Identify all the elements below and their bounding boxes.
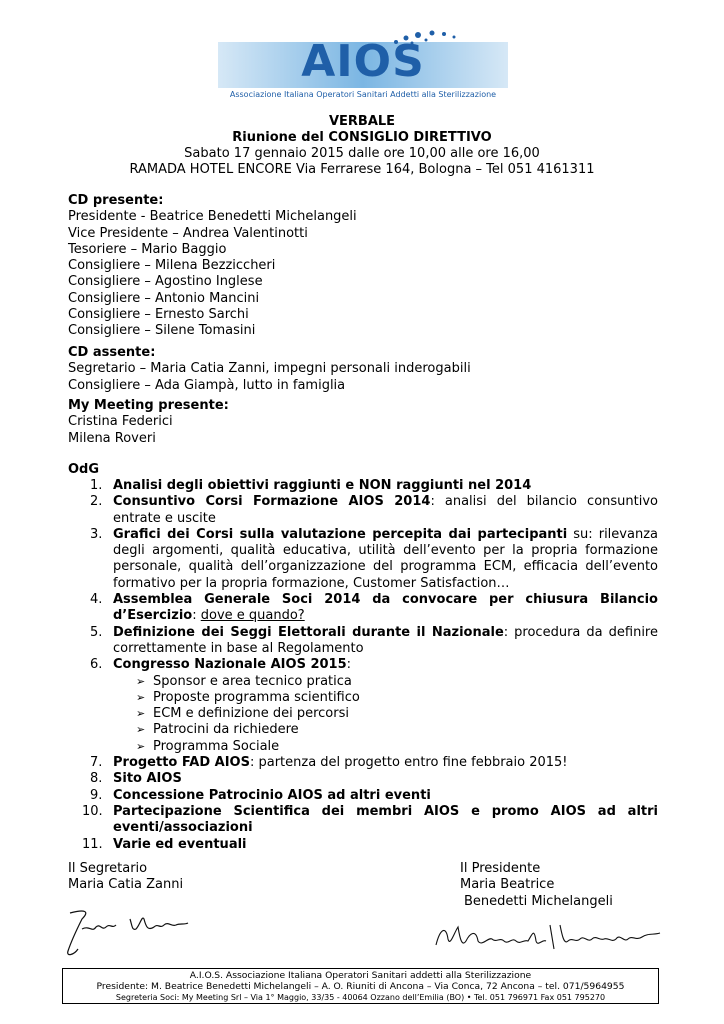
odg-item-text: : partenza del progetto entro fine febbraio 2015! bbox=[249, 755, 568, 771]
odg-item-number: 11. bbox=[82, 836, 103, 852]
odg-item bbox=[68, 788, 658, 804]
odg-list-continued bbox=[68, 755, 658, 853]
odg-item-title: Consuntivo Corsi Formazione AIOS 2014 bbox=[113, 494, 431, 510]
sublist-item-label: ECM e definizione dei percorsi bbox=[153, 706, 349, 722]
sublist-item-label: Programma Sociale bbox=[153, 738, 280, 754]
member-line: Consigliere – Antonio Mancini bbox=[68, 290, 260, 306]
president-role: Il Presidente bbox=[460, 861, 541, 876]
sublist-item bbox=[68, 706, 658, 722]
arrow-bullet-icon: ➢ bbox=[136, 707, 146, 721]
sublist-item-label: Patrocini da richiedere bbox=[153, 722, 299, 738]
meeting-date: Sabato 17 gennaio 2015 dalle ore 10,00 alle ore 16,00 bbox=[184, 146, 540, 161]
arrow-bullet-icon: ➢ bbox=[136, 723, 146, 737]
president-signature-block bbox=[460, 861, 613, 910]
sublist-item bbox=[68, 722, 658, 738]
odg-item-text: : procedura da definire correttamente in base al Regolamento bbox=[113, 624, 658, 656]
document-title: VERBALE bbox=[328, 114, 396, 129]
aios-logo bbox=[218, 28, 508, 104]
sublist-item-label: Sponsor e area tecnico pratica bbox=[153, 673, 352, 689]
odg-item-title: Partecipazione Scientifica dei membri AIOS e promo AIOS ad altri eventi/associazioni bbox=[113, 803, 658, 836]
odg-item-title: Analisi degli obiettivi raggiunti e NON raggiunti nel 2014 bbox=[113, 478, 532, 493]
odg-item-number: 2. bbox=[90, 494, 103, 510]
footer-line-association: A.I.O.S. Associazione Italiana Operatori Sanitari addetti alla Sterilizzazione bbox=[189, 970, 532, 981]
odg-item-text: : bbox=[346, 657, 352, 673]
odg-item-title: Congresso Nazionale AIOS 2015 bbox=[113, 657, 347, 673]
member-line: Presidente - Beatrice Benedetti Michelangeli bbox=[68, 209, 357, 225]
member-line: Consigliere – Milena Bezziccheri bbox=[68, 258, 276, 274]
odg-item-title: Sito AIOS bbox=[113, 771, 182, 787]
president-name-line2: Benedetti Michelangeli bbox=[464, 893, 613, 909]
document-header bbox=[0, 114, 724, 178]
logo-text: AIOS bbox=[301, 36, 425, 87]
secretary-name: Maria Catia Zanni bbox=[68, 877, 184, 893]
member-line: Segretario – Maria Catia Zanni, impegni personali inderogabili bbox=[68, 361, 471, 377]
member-line: Cristina Federici bbox=[68, 414, 173, 430]
odg-item-number: 6. bbox=[90, 657, 103, 673]
meeting-location: RAMADA HOTEL ENCORE Via Ferrarese 164, Bologna – Tel 051 4161311 bbox=[129, 162, 595, 177]
odg-item bbox=[68, 527, 658, 592]
secretary-signature-block bbox=[68, 861, 183, 894]
odg-item-title: Concessione Patrocinio AIOS ad altri eventi bbox=[113, 787, 431, 803]
odg-item bbox=[68, 592, 658, 625]
odg-item-underlined: dove e quando? bbox=[200, 608, 305, 624]
arrow-bullet-icon: ➢ bbox=[136, 739, 146, 753]
odg-item bbox=[68, 478, 658, 494]
member-line: Consigliere – Ada Giampà, lutto in famiglia bbox=[68, 377, 346, 393]
odg-item-number: 7. bbox=[90, 755, 103, 771]
odg-section bbox=[68, 462, 658, 853]
sublist-item-label: Proposte programma scientifico bbox=[153, 689, 360, 705]
cd-assente-heading: CD assente: bbox=[68, 345, 156, 360]
odg-item-title: Definizione dei Seggi Elettorali durante il Nazionale bbox=[113, 624, 504, 640]
sublist-item bbox=[68, 690, 658, 706]
logo-subtitle: Associazione Italiana Operatori Sanitari Addetti alla Sterilizzazione bbox=[229, 90, 497, 99]
cd-presente-section bbox=[68, 193, 357, 340]
odg-item bbox=[68, 771, 658, 787]
page-footer bbox=[62, 968, 659, 1004]
secretary-role: Il Segretario bbox=[68, 861, 148, 876]
odg-item-text: su: rilevanza degli argomenti, qualità educativa, utilità dell’evento per la propria formazione personale, qualità dell’organizzazione del programma ECM, efficacia dell’evento formativo per la propria formazione, Customer Satisfaction… bbox=[113, 526, 658, 591]
odg-item-number: 4. bbox=[90, 592, 103, 608]
sublist-item bbox=[68, 739, 658, 755]
odg-item-title: Varie ed eventuali bbox=[113, 836, 247, 852]
odg-item-number: 10. bbox=[82, 803, 103, 819]
footer-line-president: Presidente: M. Beatrice Benedetti Michelangeli – A. O. Riuniti di Ancona – Via Conca, 72 Ancona – tel. 071/5964955 bbox=[96, 981, 625, 992]
my-meeting-heading: My Meeting presente: bbox=[68, 398, 229, 413]
odg-item-number: 9. bbox=[90, 787, 103, 803]
arrow-bullet-icon: ➢ bbox=[136, 690, 146, 704]
odg-item-number: 8. bbox=[90, 771, 103, 787]
odg-item-title: Progetto FAD AIOS bbox=[113, 755, 250, 771]
odg-list bbox=[68, 478, 658, 674]
member-line: Milena Roveri bbox=[68, 430, 156, 446]
document-subtitle: Riunione del CONSIGLIO DIRETTIVO bbox=[232, 130, 492, 145]
member-line: Consigliere – Ernesto Sarchi bbox=[68, 307, 249, 323]
member-line: Tesoriere – Mario Baggio bbox=[68, 241, 227, 257]
odg-item-title: Grafici dei Corsi sulla valutazione percepita dai partecipanti bbox=[113, 526, 568, 542]
odg-item-number: 3. bbox=[90, 526, 103, 542]
president-name-line1: Maria Beatrice bbox=[460, 877, 555, 893]
odg-item bbox=[68, 625, 658, 658]
odg-item-text: : analisi del bilancio consuntivo entrate e uscite bbox=[113, 494, 658, 526]
arrow-bullet-icon: ➢ bbox=[136, 674, 146, 688]
odg-item bbox=[68, 494, 658, 527]
sublist-item bbox=[68, 674, 658, 690]
my-meeting-section bbox=[68, 398, 229, 447]
odg-item bbox=[68, 804, 658, 837]
odg-item-number: 1. bbox=[90, 478, 103, 493]
cd-presente-heading: CD presente: bbox=[68, 193, 164, 208]
footer-line-secretariat: Segreteria Soci: My Meeting Srl – Via 1° Maggio, 33/35 - 40064 Ozzano dell’Emilia (BO) • Tel. 051 796971 Fax 051 795270 bbox=[115, 993, 606, 1002]
secretary-handwritten-signature bbox=[60, 905, 200, 960]
odg-item bbox=[68, 837, 658, 853]
odg-item bbox=[68, 657, 658, 673]
odg-item bbox=[68, 755, 658, 771]
odg-item-number: 5. bbox=[90, 624, 103, 640]
cd-assente-section bbox=[68, 345, 471, 394]
odg-heading: OdG bbox=[68, 462, 100, 477]
president-handwritten-signature bbox=[430, 915, 665, 960]
member-line: Vice Presidente – Andrea Valentinotti bbox=[68, 225, 308, 241]
odg-item-text: : bbox=[192, 608, 201, 624]
odg-item-title: Assemblea Generale Soci 2014 da convocare per chiusura Bilancio d’Esercizio bbox=[113, 592, 658, 624]
member-line: Consigliere – Silene Tomasini bbox=[68, 323, 256, 339]
congress-sublist bbox=[68, 674, 658, 755]
member-line: Consigliere – Agostino Inglese bbox=[68, 274, 263, 290]
